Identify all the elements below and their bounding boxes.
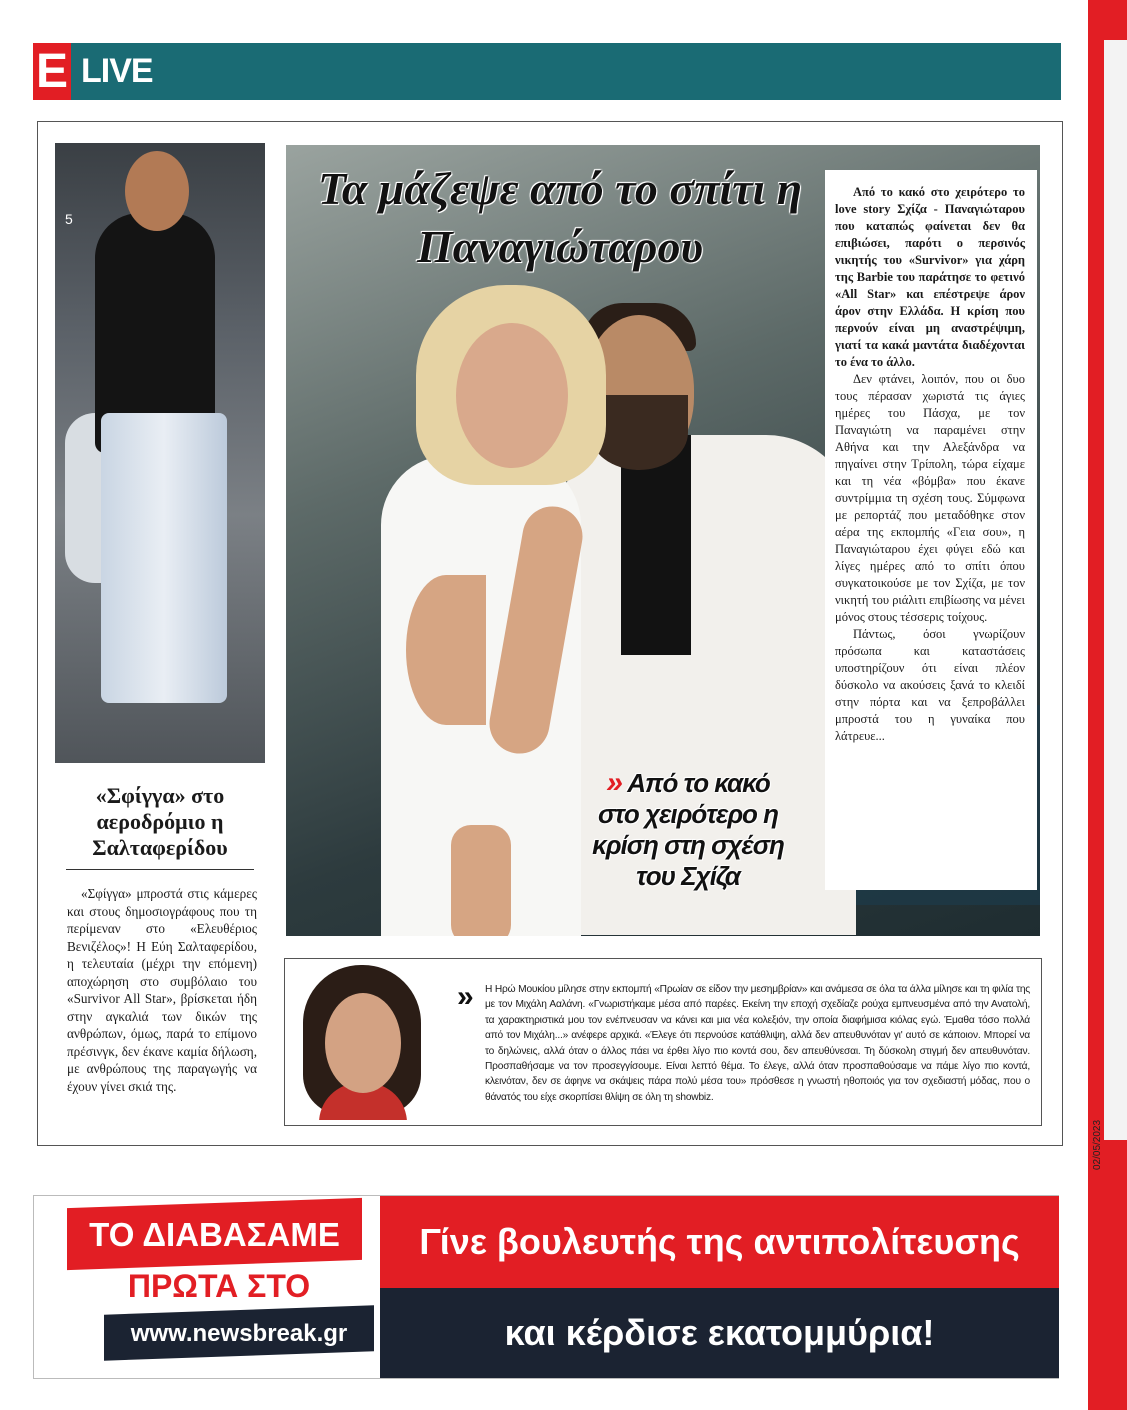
left-story-body: «Σφίγγα» μπροστά στις κάμερες και στους δημοσιογράφους που τη περίμεναν στο «Ελευθέριος Βενιζέλος»! Η Εύη Σαλταφερίδου, η τελευταία (μέχρι την επόμενη) αποχώρηση στο συμβόλαιο του «Survivor All Star», βρίσκεται ήδη στην αγκαλιά των δικών της ανθρώπων, όμως, παρά το επίμονο πρέσινγκ, δεν έκανε καμία δήλωση, με ανθρώπους της παραγωγής να έχουν γίνει σκιά της.: [67, 886, 257, 1094]
issue-date: 02/05/2023: [1092, 1119, 1103, 1170]
ad-ribbon-label: ΤΟ ΔΙΑΒΑΣΑΜΕ: [89, 1216, 340, 1253]
photo-dress-cutout: [406, 575, 486, 725]
interview-portrait: [289, 963, 435, 1120]
pull-quote-text: Από το κακό στο χειρότερο η κρίση στη σχέση του Σχίζα: [592, 768, 784, 891]
portrait-face-shape: [325, 993, 401, 1093]
main-story-column: [825, 170, 1037, 890]
airport-photo: [55, 143, 265, 763]
left-story-headline: «Σφίγγα» στο αεροδρόμιο η Σαλταφερίδου: [92, 783, 228, 860]
quote-mark-icon: »: [457, 980, 474, 1013]
interview-text: Η Ηρώ Μουκίου μίλησε στην εκπομπή «Πρωίαν σε είδον την μεσημβρίαν» και ανάμεσα σε όλα τα άλλα μίλησε και τη φιλία της με τον Μιχάλη Ααλάνη. «Γνωριστήκαμε μέσα από παρέες. Εκείνη την εποχή σχεδίαζε ρούχα εμπνευσμένα από την Ανατολή, τα χαρακτηριστικά μου τον ενέπνευσαν να κάνει και μια νέα κολεξιόν, την οποία διαφήμισα κιόλας εγώ. Έμαθα τόσο πολλά από τον Μιχάλη...» ανέφερε αρχικά. «Έλεγε ότι περνούσε κατάθλιψη, αλλά δεν απευθυνόταν γι' αυτό σε κάποιον. Μπορεί να το δηλώνεις, αλλά όταν ο άλλος πάει να έρθει λίγο πιο κοντά σου, δεν απευθύνεσαι. Τη δύσκολη στιγμή δεν απευθυνόταν. Προσπαθήσαμε να τον προσεγγίσουμε. Είναι λεπτό θέμα. Το έλεγε, αλλά όταν προσπαθούσαμε να πάμε λίγο πιο κοντά, κλεινόταν, δεν σε άφηνε να σκάψεις πάρα πολύ μέσα του» πρόσθεσε η γνωστή ηθοποιός για τον σχεδιαστή μόδας, που ο θάνατός του είχε σκορπίσει θλίψη σε όλη τη showbiz.: [485, 984, 1030, 1103]
page-edge-margin: [1104, 40, 1127, 1140]
magazine-logo: E: [33, 43, 71, 100]
quote-mark-icon: »: [606, 766, 622, 799]
photo-jeans-shape: [101, 413, 227, 703]
ad-headline: Γίνε βουλευτής της αντιπολίτευσης: [419, 1221, 1020, 1262]
left-story-divider: [66, 869, 254, 870]
photo-woman-leg: [451, 825, 511, 936]
main-headline: Τα μάζεψε από το σπίτι η Παναγιώταρου: [317, 163, 803, 272]
photo-woman-face: [456, 323, 568, 468]
section-title: LIVE: [81, 52, 153, 90]
pull-quote: [584, 767, 792, 892]
section-header: [33, 43, 1061, 100]
photo-head-shape: [125, 151, 189, 231]
ad-url-link[interactable]: www.newsbreak.gr: [130, 1320, 348, 1347]
main-story-paragraph: Δεν φτάνει, λοιπόν, που οι δυο τους πέρασαν χωριστά τις άγιες ημέρες του Πάσχα, με τον Παναγιώτη να παραμένει στην Αθήνα και την Αλεξάνδρα να πηγαίνει στην Τρίπολη, τώρα είχαμε και τη νέα «βόμβα» που έκανε συντρίμμια τη σχέση τους. Σύμφωνα με ρεπορτάζ που μεταδόθηκε στον αέρα της εκπομπής «Γεια σου», η Παναγιώταρου έχει φύγει εδώ και λίγες ημέρες από το σπίτι όπου συγκατοικούσε με τον Σχίζα, με τον νικητή του ριάλιτι επιβίωσης να μένει μόνος στους τέσσερις τοίχους.: [835, 372, 1025, 624]
main-story-paragraph: Πάντως, όσοι γνωρίζουν πρόσωπα και καταστάσεις υποστηρίζουν ότι είναι πλέον δύσκολο να ακούσεις ξανά το κλειδί στην πόρτα και να ξεπροβάλλει μπροστά του η γυναίκα που λάτρευε...: [835, 627, 1025, 743]
ad-ribbon-sublabel: ΠΡΩΤΑ ΣΤΟ: [127, 1268, 311, 1304]
airport-gate-sign: 5: [65, 211, 73, 227]
main-story-lead: Από το κακό στο χειρότερο το love story Σχίζα - Παναγιώταρου που καταπώς φαίνεται δεν θα επιβιώσει, παρότι ο περσινός νικητής του «Survivor» για χάρη της Barbie του παράτησε το φετινό «All Star» και επέστρεψε άρον άρον στην Ελλάδα. Η κρίση που περνούν είναι μη αναστρέψιμη, γιατί τα κακά μαντάτα διαδέχονται το ένα το άλλο.: [835, 185, 1025, 369]
ad-subheadline: και κέρδισε εκατομμύρια!: [504, 1312, 935, 1353]
